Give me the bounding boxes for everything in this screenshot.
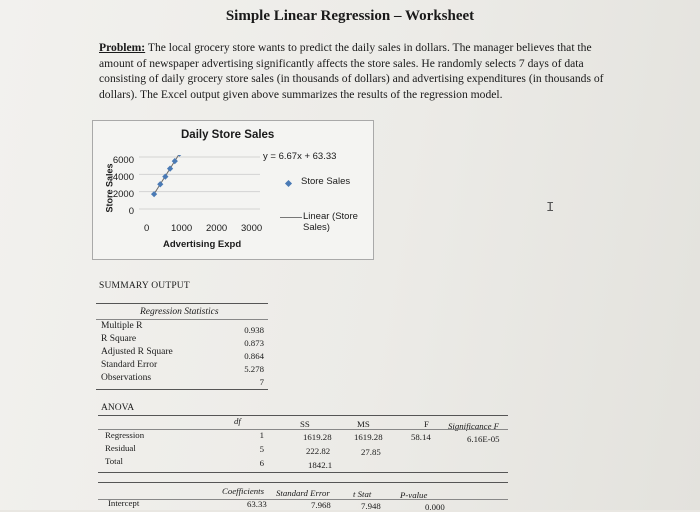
x-tick-label: 3000	[241, 223, 263, 234]
regression-statistics-heading: Regression Statistics	[140, 307, 219, 317]
data-point	[172, 158, 178, 164]
stat-label: Multiple R	[101, 321, 143, 331]
y-tick-label: 0	[128, 206, 134, 217]
y-axis-label: Store Sales	[104, 163, 115, 213]
divider	[98, 472, 508, 473]
anova-df: 5	[259, 444, 264, 454]
x-tick-label: 1000	[171, 223, 193, 234]
anova-df: 1	[259, 430, 264, 440]
x-tick-label: 0	[144, 223, 150, 234]
x-axis-label: Advertising Expd	[163, 239, 242, 250]
divider	[98, 415, 508, 416]
text-cursor-icon: I	[546, 200, 555, 216]
anova-ss: 1619.28	[303, 432, 332, 442]
trendline-equation: y = 6.67x + 63.33	[263, 151, 337, 162]
anova-header-ms: MS	[357, 419, 370, 429]
stat-label: Observations	[101, 373, 152, 383]
chart-title: Daily Store Sales	[181, 129, 275, 141]
legend-marker-line-icon	[280, 217, 302, 218]
problem-statement	[99, 40, 609, 102]
coef-header-standard-error: Standard Error	[276, 488, 330, 498]
plot-area	[137, 155, 262, 215]
summary-output-title: SUMMARY OUTPUT	[99, 281, 190, 291]
anova-ss: 1842.1	[308, 460, 333, 470]
legend-entry-linear: Linear (Store Sales)	[303, 211, 358, 233]
legend-marker-diamond-icon	[285, 180, 292, 187]
divider	[98, 499, 508, 500]
anova-header-ss: SS	[300, 419, 310, 429]
anova-row-label: Residual	[105, 443, 136, 453]
coef-value: 63.33	[247, 499, 267, 509]
stat-value: 0.938	[244, 325, 264, 335]
y-tick-label: 4000	[112, 172, 134, 183]
problem-text: The local grocery store wants to predict the daily sales in dollars. The manager believes that the amount of newspaper advertising significantly affects the store sales. He randomly selects 7 days of data consisting of daily grocery store sales (in thousands of dollars) and advertising expenditures (in thousands of dollars). The Excel output given above summarizes the results of the regression model.	[99, 41, 604, 101]
problem-label: Problem:	[99, 41, 146, 54]
anova-header-significance-f: Significance F	[448, 421, 500, 431]
coef-header-p-value: P-value	[400, 490, 428, 500]
anova-f: 58.14	[411, 432, 431, 442]
anova-title: ANOVA	[101, 403, 135, 413]
anova-ms: 27.85	[361, 447, 381, 457]
anova-row-label: Regression	[105, 430, 145, 440]
anova-header-df: df	[234, 416, 241, 426]
stat-value: 5.278	[244, 364, 264, 374]
anova-ss: 222.82	[306, 446, 331, 456]
stat-value: 0.864	[244, 351, 264, 361]
stat-label: Adjusted R Square	[101, 347, 173, 357]
legend-entry-store-sales: Store Sales	[301, 176, 351, 187]
coef-header-coefficients: Coefficients	[222, 486, 265, 496]
coef-p-value: 0.000	[425, 502, 445, 512]
divider	[96, 319, 268, 320]
page-title: Simple Linear Regression – Worksheet	[225, 8, 475, 24]
coef-t-stat: 7.948	[361, 501, 381, 511]
data-point	[157, 181, 163, 187]
anova-row-label: Total	[105, 456, 123, 466]
coef-header-t-stat: t Stat	[353, 489, 372, 499]
anova-header-f: F	[424, 419, 429, 429]
divider	[96, 389, 268, 390]
stat-value: 7	[259, 377, 264, 387]
y-tick-label: 6000	[112, 155, 134, 166]
stat-label: Standard Error	[101, 360, 158, 370]
coef-standard-error: 7.968	[311, 500, 331, 510]
divider	[98, 482, 508, 483]
stat-value: 0.873	[244, 338, 264, 348]
anova-significance-f: 6.16E-05	[467, 434, 500, 444]
divider	[98, 429, 508, 430]
anova-df: 6	[259, 458, 264, 468]
anova-ms: 1619.28	[354, 432, 383, 442]
data-point	[167, 166, 173, 172]
coef-row-label: Intercept	[108, 498, 140, 508]
scatter-chart	[92, 120, 374, 260]
x-tick-label: 2000	[206, 223, 228, 234]
stat-label: R Square	[101, 334, 137, 344]
y-tick-label: 2000	[112, 189, 134, 200]
divider	[96, 303, 268, 304]
